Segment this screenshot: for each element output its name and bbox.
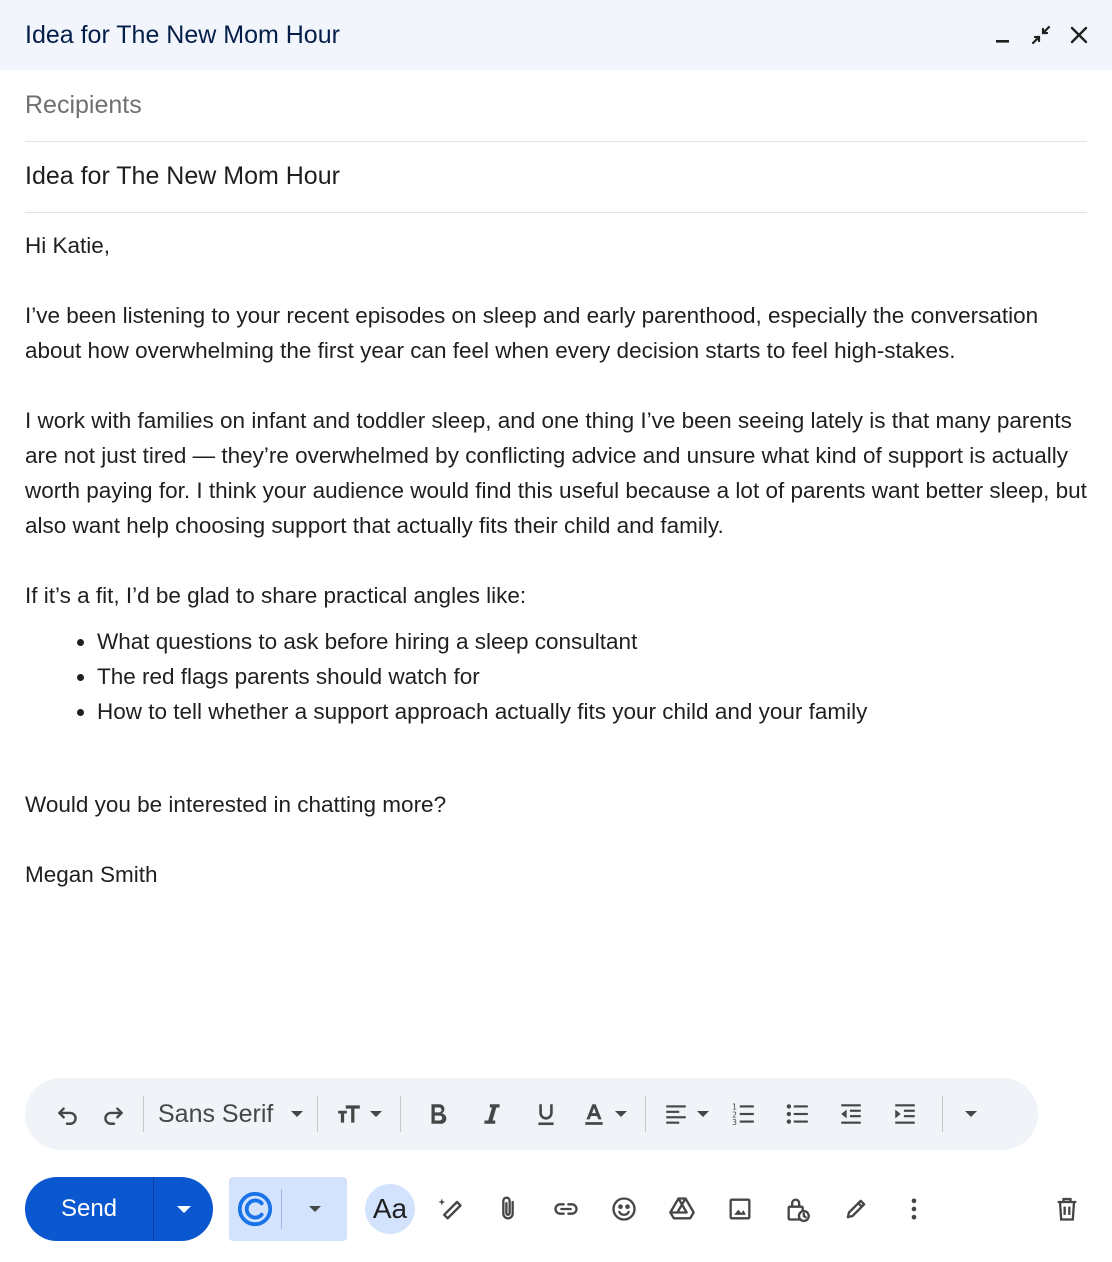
compose-action-bar [25,1176,1087,1242]
bulleted-list-icon[interactable] [770,1094,824,1134]
subject-field[interactable]: Idea for The New Mom Hour [25,141,1087,213]
send-button[interactable]: Send [60,1195,118,1222]
photo-icon[interactable] [711,1195,769,1223]
help-me-write-icon[interactable] [421,1195,479,1223]
list-item: • What questions to ask before hiring a sleep consultant [97,624,1095,659]
text-color-icon [581,1101,607,1127]
emoji-icon[interactable] [595,1195,653,1223]
toolbar-divider [942,1096,943,1132]
chevron-down-icon [291,1111,303,1117]
font-family-select[interactable] [154,1100,307,1129]
extension-logo-icon[interactable] [229,1190,281,1228]
svg-text:2: 2 [732,1110,738,1120]
extension-button-group [229,1177,347,1241]
minimize-icon[interactable] [989,21,1017,49]
discard-draft-icon[interactable] [1047,1195,1087,1223]
extension-options-button[interactable] [282,1206,347,1212]
toolbar-divider [645,1096,646,1132]
exit-fullscreen-icon[interactable] [1027,21,1055,49]
chevron-down-icon [309,1206,321,1212]
more-formatting-icon[interactable] [953,1094,989,1134]
close-icon[interactable] [1065,21,1093,49]
signature-text: Megan Smith [25,862,158,887]
toolbar-divider [317,1096,318,1132]
underline-icon[interactable] [519,1094,573,1134]
greeting-text: Hi Katie, [25,233,111,258]
chevron-down-icon [697,1111,709,1117]
compose-window-title: Idea for The New Mom Hour [25,20,340,49]
bullet-list [25,624,1095,729]
font-family-label: Sans Serif [158,1099,274,1128]
chevron-down-icon [615,1111,627,1117]
svg-text:1: 1 [732,1102,738,1112]
toolbar-divider [400,1096,401,1132]
align-button[interactable] [656,1094,716,1134]
numbered-list-icon[interactable] [716,1094,770,1134]
body-paragraph-1: I’ve been listening to your recent episodes on sleep and early parenthood, especially the conversation about how overwhelming the first year can feel when every decision starts to feel high-stakes. [25,303,1039,363]
formatting-toolbar [25,1078,1038,1150]
body-paragraph-2: I work with families on infant and toddler sleep, and one thing I’ve been seeing lately is that many parents are not just tired — they’re overwhelmed by conflicting advice and unsure what kind of support is actually worth paying for. I think your audience would find this useful because a lot of parents want better sleep, but also want help choosing support that actually fits their child and family. [25,408,1087,538]
bold-icon[interactable] [411,1094,465,1134]
list-item: • How to tell whether a support approach actually fits your child and your family [97,694,1095,729]
redo-icon[interactable] [93,1094,133,1134]
recipients-field[interactable]: Recipients [25,70,1087,142]
italic-icon[interactable] [465,1094,519,1134]
chevron-down-icon [370,1111,382,1117]
drive-icon[interactable] [653,1195,711,1223]
svg-text:3: 3 [732,1117,738,1127]
send-button-group [25,1177,213,1241]
window-controls [989,21,1093,49]
toolbar-divider [143,1096,144,1132]
attach-icon[interactable] [479,1195,537,1223]
indent-more-icon[interactable] [878,1094,932,1134]
link-icon[interactable] [537,1195,595,1223]
align-icon [663,1101,689,1127]
message-body[interactable] [25,228,1095,892]
list-item: • The red flags parents should watch for [97,659,1095,694]
compose-title-bar [0,0,1112,70]
font-size-button[interactable] [328,1094,390,1134]
font-size-icon [336,1101,362,1127]
text-color-button[interactable] [573,1094,635,1134]
signature-icon[interactable] [827,1195,885,1223]
confidential-mode-icon[interactable] [769,1195,827,1223]
chevron-down-icon [965,1111,977,1117]
more-options-icon[interactable] [885,1195,943,1223]
undo-icon[interactable] [53,1094,83,1134]
indent-less-icon[interactable] [824,1094,878,1134]
chevron-down-icon [177,1206,191,1213]
send-options-button[interactable] [154,1206,213,1213]
closing-question-text: Would you be interested in chatting more? [25,792,447,817]
body-paragraph-3: If it’s a fit, I’d be glad to share practical angles like: [25,583,527,608]
formatting-options-button[interactable]: Aa [365,1184,415,1234]
